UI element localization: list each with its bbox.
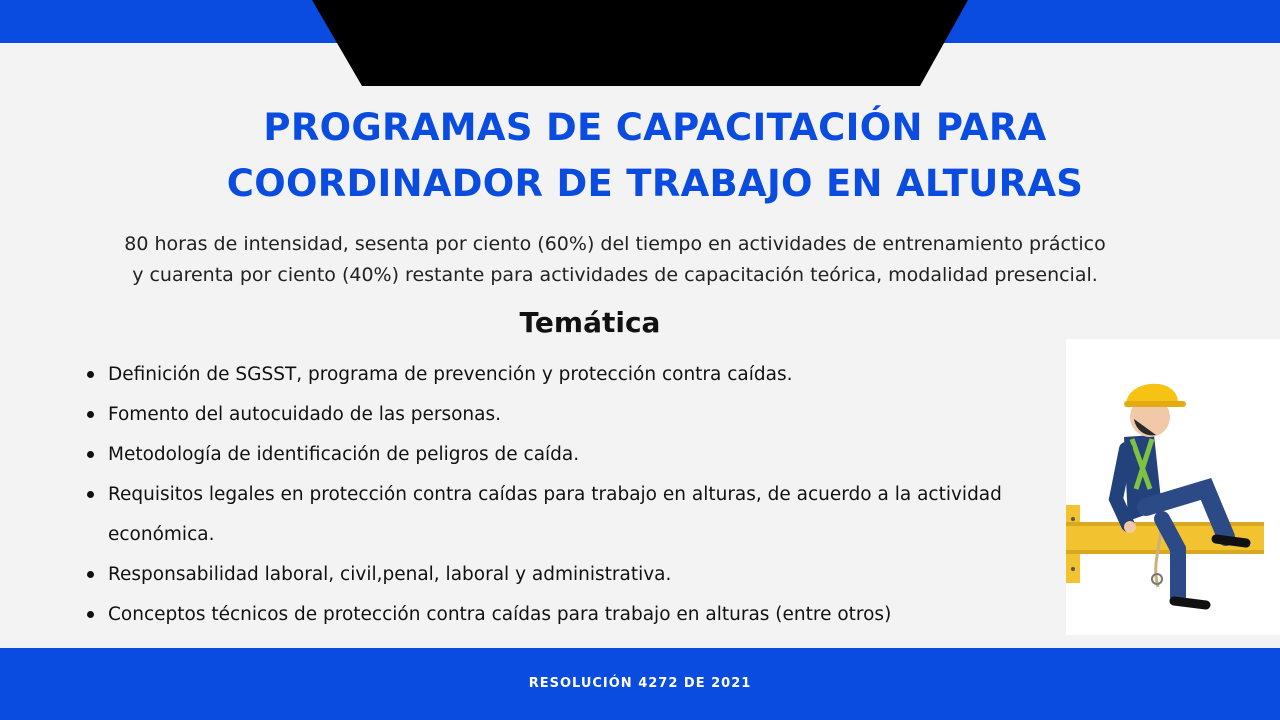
tematica-heading: Temática — [519, 306, 661, 339]
list-item: Requisitos legales en protección contra caídas para trabajo en alturas, de acuerdo a la actividad económica. — [84, 475, 1044, 555]
list-item: Conceptos técnicos de protección contra caídas para trabajo en alturas (entre otros) — [84, 595, 1044, 635]
worker-icon — [1066, 339, 1280, 635]
page-title — [100, 100, 1210, 212]
worker-on-beam-illustration — [1066, 339, 1280, 635]
list-item: Fomento del autocuidado de las personas. — [84, 395, 1044, 435]
list-item: Definición de SGSST, programa de prevención y protección contra caídas. — [84, 355, 1044, 395]
title-line-2: COORDINADOR DE TRABAJO EN ALTURAS — [226, 162, 1084, 205]
list-item: Responsabilidad laboral, civil,penal, laboral y administrativa. — [84, 555, 1044, 595]
intro-line-1: 80 horas de intensidad, sesenta por ciento (60%) del tiempo en actividades de entrenamiento práctico — [124, 233, 1106, 255]
top-black-trapezoid — [0, 0, 1280, 86]
title-line-1: PROGRAMAS DE CAPACITACIÓN PARA — [263, 106, 1047, 149]
intro-line-2: y cuarenta por ciento (40%) restante para actividades de capacitación teórica, modalidad presencial. — [132, 264, 1098, 286]
tematica-list — [84, 355, 1044, 635]
list-item: Metodología de identificación de peligros de caída. — [84, 435, 1044, 475]
intro-paragraph — [60, 229, 1170, 291]
footer-resolution: RESOLUCIÓN 4272 DE 2021 — [528, 676, 752, 691]
